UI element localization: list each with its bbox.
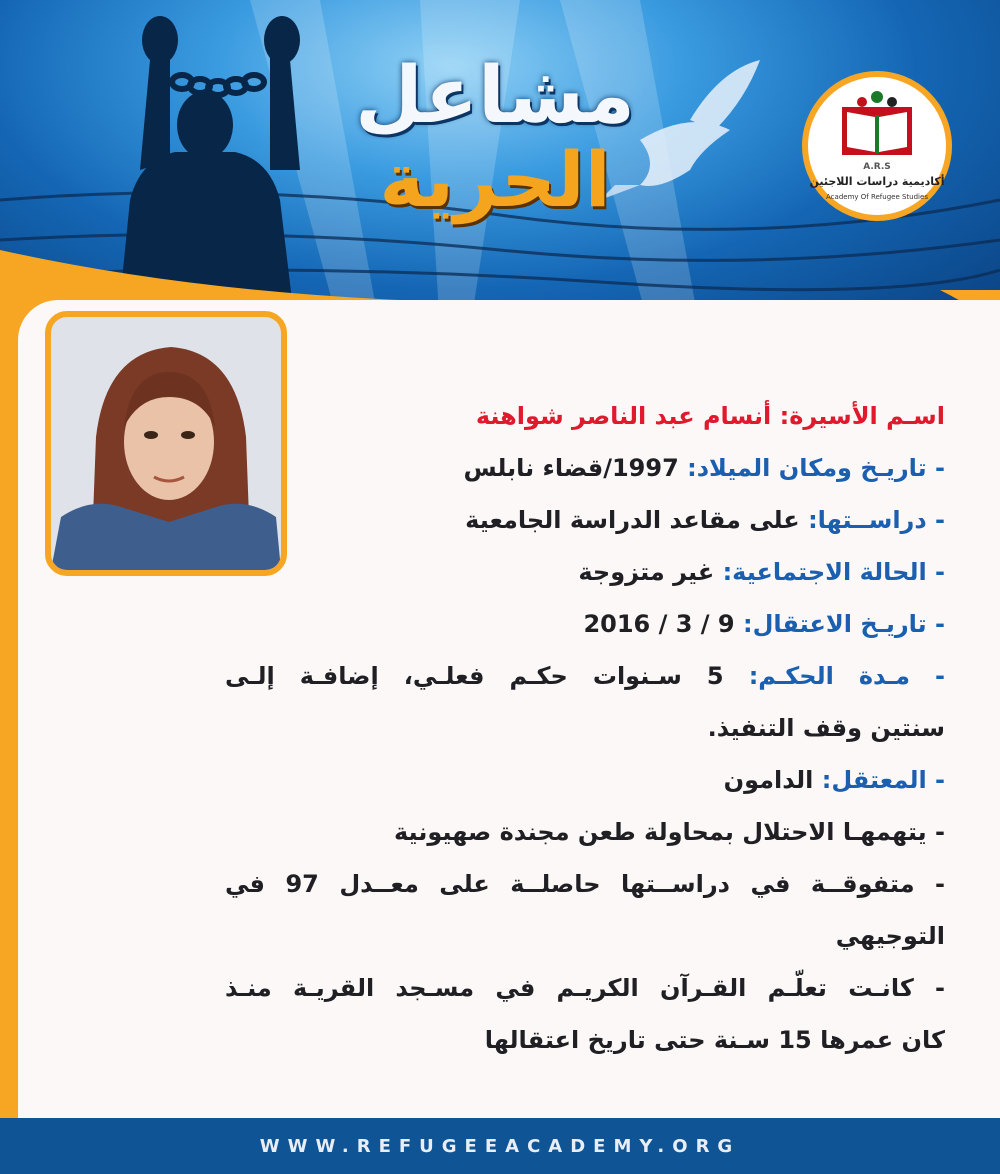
marital-row [225, 546, 945, 598]
study-value: على مقاعد الدراسة الجامعية [465, 506, 800, 534]
svg-text:Academy Of Refugee Studies: Academy Of Refugee Studies [826, 193, 928, 201]
quran-text-1: - كانـت تعلّـم القـرآن الكريـم في مسـجد القريـة منـذ [225, 974, 945, 1002]
prisoner-info [225, 390, 945, 1066]
header-banner [0, 0, 1000, 330]
quran-text-2: كان عمرها 15 سـنة حتى تاريخ اعتقالها [484, 1026, 945, 1054]
name-value: أنسام عبد الناصر شواهنة [475, 402, 772, 430]
grades-text-2: التوجيهي [835, 922, 945, 950]
birth-label: - تاريـخ ومكان الميلاد: [687, 454, 945, 482]
marital-label: - الحالة الاجتماعية: [722, 558, 945, 586]
title-line-2: الحرية [379, 135, 611, 224]
prison-value: الدامون [723, 766, 814, 794]
svg-text:أكاديمية دراسات اللاجئين: أكاديمية دراسات اللاجئين [809, 175, 945, 188]
arrest-label: - تاريـخ الاعتقال: [742, 610, 945, 638]
birth-value: 1997/قضاء نابلس [463, 454, 679, 482]
title-block [330, 50, 660, 240]
prison-label: - المعتقل: [821, 766, 945, 794]
title-line-1: مشاعل [355, 51, 635, 141]
charge-row [225, 806, 945, 858]
marital-value: غير متزوجة [578, 558, 715, 586]
academy-logo [802, 57, 952, 235]
arrest-value: 9 / 3 / 2016 [583, 610, 735, 638]
website-link[interactable]: WWW.REFUGEEACADEMY.ORG [259, 1135, 741, 1157]
charge-text: - يتهمهـا الاحتلال بمحاولة طعن مجندة صهيونية [393, 818, 945, 846]
sentence-value-2: سنتين وقف التنفيذ. [707, 714, 945, 742]
quran-row [225, 962, 945, 1014]
name-label: اسـم الأسيرة: [779, 402, 945, 430]
prisoner-silhouette [120, 16, 300, 300]
prison-row [225, 754, 945, 806]
grades-row [225, 858, 945, 910]
arrest-row [225, 598, 945, 650]
footer-bar [0, 1118, 1000, 1174]
grades-text-1: - متفوقــة في دراســتها حاصلــة على معــدل 97 في [225, 870, 945, 898]
sentence-row [225, 650, 945, 702]
sentence-row-2 [225, 702, 945, 754]
birth-row [225, 442, 945, 494]
study-label: - دراســتها: [808, 506, 945, 534]
name-row [225, 390, 945, 442]
svg-text:A.R.S: A.R.S [863, 162, 891, 172]
sentence-label: - مـدة الحكـم: [748, 662, 945, 690]
grades-row-2 [225, 910, 945, 962]
sentence-value-1: 5 سـنوات حكـم فعلـي، إضافـة إلـى [225, 662, 724, 690]
quran-row-2 [225, 1014, 945, 1066]
chain-icon [172, 75, 264, 95]
left-orange-strip [0, 330, 18, 1120]
study-row [225, 494, 945, 546]
